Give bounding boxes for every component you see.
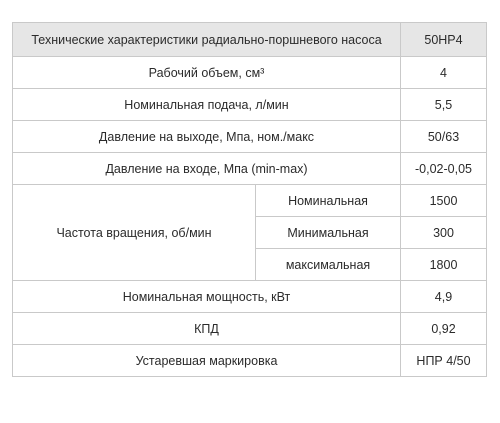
rotation-sub-label-maximal: максимальная [256,249,401,281]
row-label-inlet-pressure: Давление на входе, Мпа (min-max) [13,153,401,185]
pump-spec-table [12,22,487,377]
row-value-legacy-marking: НПР 4/50 [401,345,487,377]
row-label-outlet-pressure: Давление на выходе, Мпа, ном./макс [13,121,401,153]
table-row [13,121,487,153]
table-header-row [13,23,487,57]
row-value-nominal-power: 4,9 [401,281,487,313]
table-row [13,153,487,185]
rotation-sub-value-nominal: 1500 [401,185,487,217]
row-value-nominal-flow: 5,5 [401,89,487,121]
row-value-efficiency: 0,92 [401,313,487,345]
header-title-cell: Технические характеристики радиально-поршневого насоса [13,23,401,57]
header-model-cell: 50НР4 [401,23,487,57]
table-row [13,57,487,89]
table-row [13,345,487,377]
row-label-efficiency: КПД [13,313,401,345]
table-row [13,281,487,313]
row-value-working-volume: 4 [401,57,487,89]
row-label-legacy-marking: Устаревшая маркировка [13,345,401,377]
rotation-sub-label-nominal: Номинальная [256,185,401,217]
row-value-outlet-pressure: 50/63 [401,121,487,153]
row-label-nominal-power: Номинальная мощность, кВт [13,281,401,313]
row-label-nominal-flow: Номинальная подача, л/мин [13,89,401,121]
rotation-sub-value-minimal: 300 [401,217,487,249]
rotation-speed-label: Частота вращения, об/мин [13,185,256,281]
rotation-sub-value-maximal: 1800 [401,249,487,281]
table-row [13,89,487,121]
rotation-sub-label-minimal: Минимальная [256,217,401,249]
table-row [13,313,487,345]
row-value-inlet-pressure: -0,02-0,05 [401,153,487,185]
table-row [13,185,487,217]
row-label-working-volume: Рабочий объем, см³ [13,57,401,89]
